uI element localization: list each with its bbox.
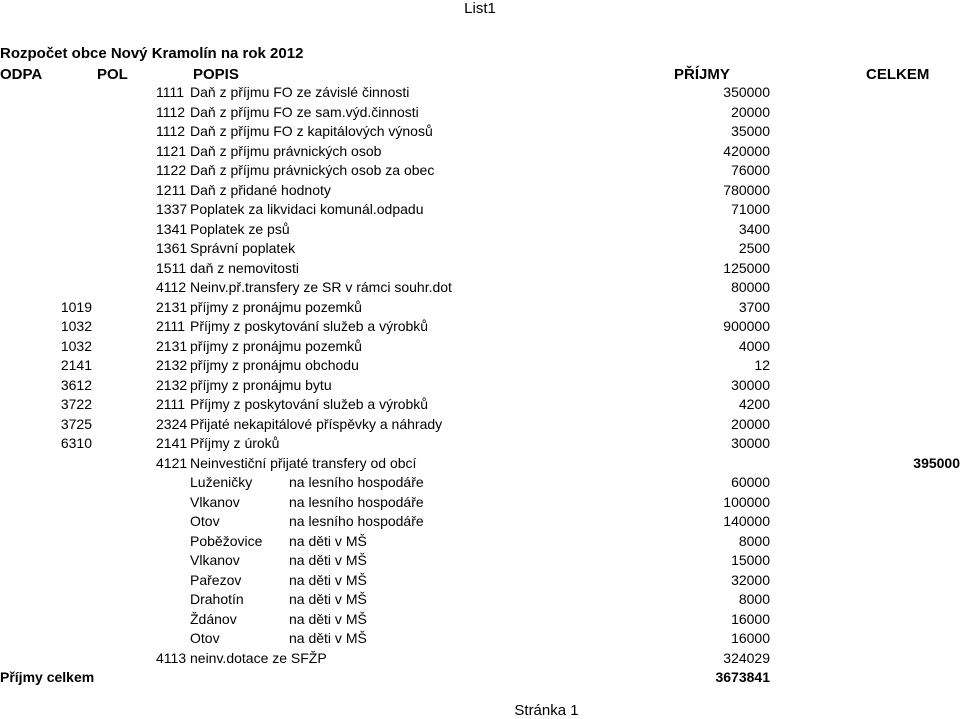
purpose-cell: na děti v MŠ bbox=[289, 630, 367, 646]
table-row bbox=[0, 395, 960, 415]
description-cell: Poplatek ze psů bbox=[190, 220, 290, 237]
table-row bbox=[0, 142, 960, 162]
municipality-cell: Vlkanov bbox=[190, 552, 240, 568]
description-cell: Daň z příjmu právnických osob za obec bbox=[190, 162, 435, 178]
amount-cell: 350000 bbox=[723, 84, 770, 100]
municipality-cell: Otov bbox=[190, 630, 220, 646]
description-cell: neinv.dotace ze SFŽP bbox=[190, 649, 327, 666]
municipality-cell: Luženičky bbox=[190, 474, 253, 490]
subtable-row bbox=[0, 512, 960, 532]
pol-cell: 2141 bbox=[156, 435, 188, 451]
subtable-row bbox=[0, 610, 960, 630]
table-row bbox=[0, 239, 960, 259]
subtable-row bbox=[0, 473, 960, 493]
pol-cell: 2132 bbox=[156, 357, 188, 373]
table-row bbox=[0, 415, 960, 435]
description-cell: daň z nemovitosti bbox=[190, 259, 299, 276]
odpa-cell: 2141 bbox=[60, 357, 92, 373]
pol-cell: 1111 bbox=[156, 84, 185, 100]
table-row bbox=[0, 376, 960, 396]
amount-cell: 12 bbox=[754, 357, 770, 373]
pol-cell: 1121 bbox=[156, 142, 187, 159]
municipality-cell: Ždánov bbox=[190, 610, 237, 627]
amount-cell: 60000 bbox=[731, 474, 770, 490]
amount-cell: 80000 bbox=[731, 279, 770, 295]
purpose-cell: na děti v MŠ bbox=[289, 610, 367, 627]
table-row bbox=[0, 317, 960, 337]
pol-cell: 1511 bbox=[156, 259, 187, 276]
description-cell: Neinvestiční přijaté transfery od obcí bbox=[190, 454, 417, 471]
municipality-cell: Poběžovice bbox=[190, 532, 263, 549]
description-cell: Neinv.př.transfery ze SR v rámci souhr.dot bbox=[190, 279, 452, 295]
pol-cell: 2111 bbox=[156, 396, 186, 412]
pol-cell: 1361 bbox=[156, 240, 188, 256]
table-row bbox=[0, 434, 960, 454]
description-cell: Daň z příjmu právnických osob bbox=[190, 142, 382, 159]
description-cell: Daň z přidané hodnoty bbox=[190, 181, 331, 198]
table-row bbox=[0, 259, 960, 279]
table-row bbox=[0, 200, 960, 220]
amount-cell: 780000 bbox=[723, 181, 770, 198]
municipality-cell: Otov bbox=[190, 513, 220, 529]
purpose-cell: na lesního hospodáře bbox=[289, 513, 424, 529]
table-row bbox=[0, 356, 960, 376]
odpa-cell: 1032 bbox=[60, 337, 92, 354]
pol-cell: 1122 bbox=[156, 162, 187, 178]
pol-cell: 4121 bbox=[156, 454, 188, 471]
amount-cell: 20000 bbox=[731, 103, 770, 120]
total-label: Příjmy celkem bbox=[0, 669, 95, 685]
description-cell: Příjmy z poskytování služeb a výrobků bbox=[190, 396, 429, 412]
total-row bbox=[0, 668, 960, 688]
pol-cell: 1112 bbox=[156, 123, 186, 139]
subtable-row bbox=[0, 590, 960, 610]
amount-cell: 32000 bbox=[731, 571, 770, 588]
purpose-cell: na děti v MŠ bbox=[289, 571, 367, 588]
header-prijmy: PŘÍJMY bbox=[674, 66, 730, 83]
table-row bbox=[0, 181, 960, 201]
pol-cell: 1337 bbox=[156, 201, 188, 217]
amount-cell: 30000 bbox=[731, 435, 770, 451]
amount-cell: 3400 bbox=[738, 220, 770, 237]
amount-cell: 8000 bbox=[738, 591, 770, 607]
pol-cell: 2131 bbox=[156, 298, 188, 315]
subtable-row bbox=[0, 532, 960, 552]
amount-cell: 4000 bbox=[738, 337, 770, 354]
table-row bbox=[0, 220, 960, 240]
transfer-row bbox=[0, 454, 960, 474]
pol-cell: 1112 bbox=[156, 103, 186, 120]
odpa-cell: 3612 bbox=[60, 376, 92, 393]
header-celkem: CELKEM bbox=[866, 66, 930, 83]
pol-cell: 2132 bbox=[156, 376, 188, 393]
description-cell: Příjmy z úroků bbox=[190, 435, 280, 451]
subtable-row bbox=[0, 629, 960, 649]
budget-table bbox=[0, 83, 960, 688]
amount-cell: 4200 bbox=[738, 396, 770, 412]
odpa-cell: 3725 bbox=[60, 415, 92, 432]
amount-cell: 16000 bbox=[731, 610, 770, 627]
description-cell: Daň z příjmu FO ze sam.výd.činnosti bbox=[190, 103, 419, 120]
amount-cell: 71000 bbox=[731, 201, 770, 217]
odpa-cell: 1019 bbox=[60, 298, 92, 315]
amount-cell: 30000 bbox=[731, 376, 770, 393]
municipality-cell: Vlkanov bbox=[190, 493, 240, 510]
purpose-cell: na děti v MŠ bbox=[289, 591, 367, 607]
header-odpa: ODPA bbox=[0, 66, 43, 83]
purpose-cell: na děti v MŠ bbox=[289, 552, 367, 568]
odpa-cell: 1032 bbox=[60, 318, 92, 334]
amount-cell: 35000 bbox=[731, 123, 770, 139]
odpa-cell: 6310 bbox=[60, 435, 92, 451]
total-cell: 395000 bbox=[913, 454, 960, 471]
amount-cell: 20000 bbox=[731, 415, 770, 432]
amount-cell: 16000 bbox=[731, 630, 770, 646]
purpose-cell: na lesního hospodáře bbox=[289, 493, 424, 510]
municipality-cell: Pařezov bbox=[190, 571, 242, 588]
description-cell: Přijaté nekapitálové příspěvky a náhrady bbox=[190, 415, 443, 432]
description-cell: Poplatek za likvidaci komunál.odpadu bbox=[190, 201, 424, 217]
table-row bbox=[0, 161, 960, 181]
municipality-cell: Drahotín bbox=[190, 591, 244, 607]
description-cell: Daň z příjmu FO z kapitálových výnosů bbox=[190, 123, 433, 139]
table-row bbox=[0, 649, 960, 669]
pol-cell: 2131 bbox=[156, 337, 188, 354]
amount-cell: 8000 bbox=[738, 532, 770, 549]
purpose-cell: na lesního hospodáře bbox=[289, 474, 424, 490]
table-row bbox=[0, 337, 960, 357]
subtable-row bbox=[0, 493, 960, 513]
pol-cell: 4113 bbox=[156, 649, 187, 666]
total-amount: 3673841 bbox=[715, 669, 770, 685]
description-cell: příjmy z pronájmu bytu bbox=[190, 376, 332, 393]
description-cell: Příjmy z poskytování služeb a výrobků bbox=[190, 318, 429, 334]
amount-cell: 324029 bbox=[723, 649, 770, 666]
table-row bbox=[0, 83, 960, 103]
description-cell: příjmy z pronájmu pozemků bbox=[190, 337, 362, 354]
pol-cell: 1341 bbox=[156, 220, 188, 237]
pol-cell: 1211 bbox=[156, 181, 187, 198]
table-row bbox=[0, 122, 960, 142]
header-popis: POPIS bbox=[193, 66, 239, 83]
description-cell: příjmy z pronájmu obchodu bbox=[190, 357, 359, 373]
amount-cell: 125000 bbox=[723, 259, 770, 276]
subtable-row bbox=[0, 551, 960, 571]
amount-cell: 3700 bbox=[738, 298, 770, 315]
table-row bbox=[0, 278, 960, 298]
description-cell: Daň z příjmu FO ze závislé činnosti bbox=[190, 84, 410, 100]
table-row bbox=[0, 103, 960, 123]
amount-cell: 2500 bbox=[738, 240, 770, 256]
odpa-cell: 3722 bbox=[60, 396, 92, 412]
pol-cell: 2324 bbox=[156, 415, 188, 432]
pol-cell: 2111 bbox=[156, 318, 186, 334]
table-row bbox=[0, 298, 960, 318]
header-pol: POL bbox=[97, 66, 128, 83]
amount-cell: 100000 bbox=[723, 493, 770, 510]
description-cell: příjmy z pronájmu pozemků bbox=[190, 298, 362, 315]
amount-cell: 76000 bbox=[731, 162, 770, 178]
page-title: Rozpočet obce Nový Kramolín na rok 2012 bbox=[0, 45, 304, 62]
description-cell: Správní poplatek bbox=[190, 240, 296, 256]
amount-cell: 140000 bbox=[723, 513, 770, 529]
amount-cell: 900000 bbox=[723, 318, 770, 334]
sheet-name: List1 bbox=[464, 0, 496, 17]
amount-cell: 15000 bbox=[731, 552, 770, 568]
amount-cell: 420000 bbox=[723, 142, 770, 159]
page-number: Stránka 1 bbox=[514, 702, 579, 719]
subtable-row bbox=[0, 571, 960, 591]
purpose-cell: na děti v MŠ bbox=[289, 532, 367, 549]
pol-cell: 4112 bbox=[156, 279, 187, 295]
